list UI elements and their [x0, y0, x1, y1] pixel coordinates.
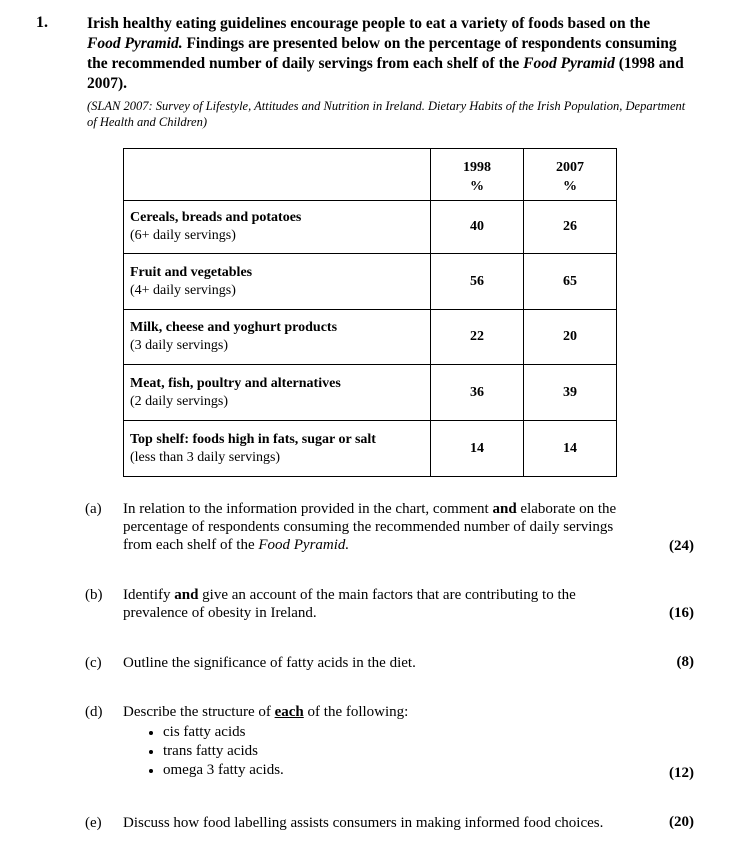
table-row [124, 201, 617, 254]
question-e-marks: (20) [669, 814, 694, 830]
list-item: • cis fatty acids [163, 723, 628, 742]
source-citation: (SLAN 2007: Survey of Lifestyle, Attitudes and Nutrition in Ireland. Dietary Habits of the Irish Population, Department of Health and Children) [87, 99, 686, 129]
row-label: Meat, fish, poultry and alternatives (2 daily servings) [124, 365, 431, 421]
table-row [124, 421, 617, 477]
question-d-marks: (12) [669, 765, 694, 781]
question-number: 1. [36, 14, 48, 31]
value-1998: 36 [431, 365, 524, 421]
question-intro [87, 14, 687, 94]
question-b-text: Identify and give an account of the main factors that are contributing to the prevalence of obesity in Ireland. [123, 587, 576, 621]
value-2007: 65 [524, 254, 617, 310]
table-row [124, 310, 617, 365]
question-d-letter: (d) [85, 704, 103, 720]
table-header-row [124, 149, 617, 201]
row-label: Milk, cheese and yoghurt products (3 daily servings) [124, 310, 431, 365]
intro-part3: (1998 and 2007). [87, 55, 684, 92]
row-label: Fruit and vegetables (4+ daily servings) [124, 254, 431, 310]
header-blank-cell [124, 149, 431, 201]
table-row [124, 365, 617, 421]
row-label: Cereals, breads and potatoes (6+ daily servings) [124, 201, 431, 254]
value-2007: 39 [524, 365, 617, 421]
header-1998: 1998 % [431, 149, 524, 201]
fatty-acid-list [143, 723, 628, 780]
question-c-text: Outline the significance of fatty acids in the diet. [123, 655, 416, 671]
question-a-letter: (a) [85, 501, 102, 517]
value-1998: 14 [431, 421, 524, 477]
value-1998: 56 [431, 254, 524, 310]
value-1998: 40 [431, 201, 524, 254]
servings-table [123, 148, 617, 477]
question-b-marks: (16) [669, 605, 694, 621]
question-d-text: Describe the structure of each of the following: • cis fatty acids • trans fatty acids • omega 3 fatty acids. [123, 703, 628, 780]
question-e-letter: (e) [85, 815, 102, 831]
value-1998: 22 [431, 310, 524, 365]
question-c-letter: (c) [85, 655, 102, 671]
intro-part2: Findings are presented below on the percentage of respondents consuming the recommended number of daily servings from each shelf of the [87, 35, 677, 72]
question-a-marks: (24) [669, 538, 694, 554]
intro-pyramid-term-2: Food Pyramid [523, 55, 615, 72]
header-2007: 2007 % [524, 149, 617, 201]
intro-pyramid-term: Food Pyramid. [87, 35, 183, 52]
table-row [124, 254, 617, 310]
question-c-marks: (8) [676, 654, 694, 670]
value-2007: 14 [524, 421, 617, 477]
value-2007: 26 [524, 201, 617, 254]
question-e-text: Discuss how food labelling assists consumers in making informed food choices. [123, 815, 604, 831]
question-a-text: In relation to the information provided in the chart, comment and elaborate on the percentage of respondents consuming the recommended number of daily servings from each shelf of the Food Pyramid. [123, 501, 617, 553]
row-label: Top shelf: foods high in fats, sugar or salt (less than 3 daily servings) [124, 421, 431, 477]
intro-part1: Irish healthy eating guidelines encourage people to eat a variety of foods based on the [87, 15, 651, 32]
list-item: • omega 3 fatty acids. [163, 761, 628, 780]
question-b-letter: (b) [85, 587, 103, 603]
list-item: • trans fatty acids [163, 742, 628, 761]
value-2007: 20 [524, 310, 617, 365]
